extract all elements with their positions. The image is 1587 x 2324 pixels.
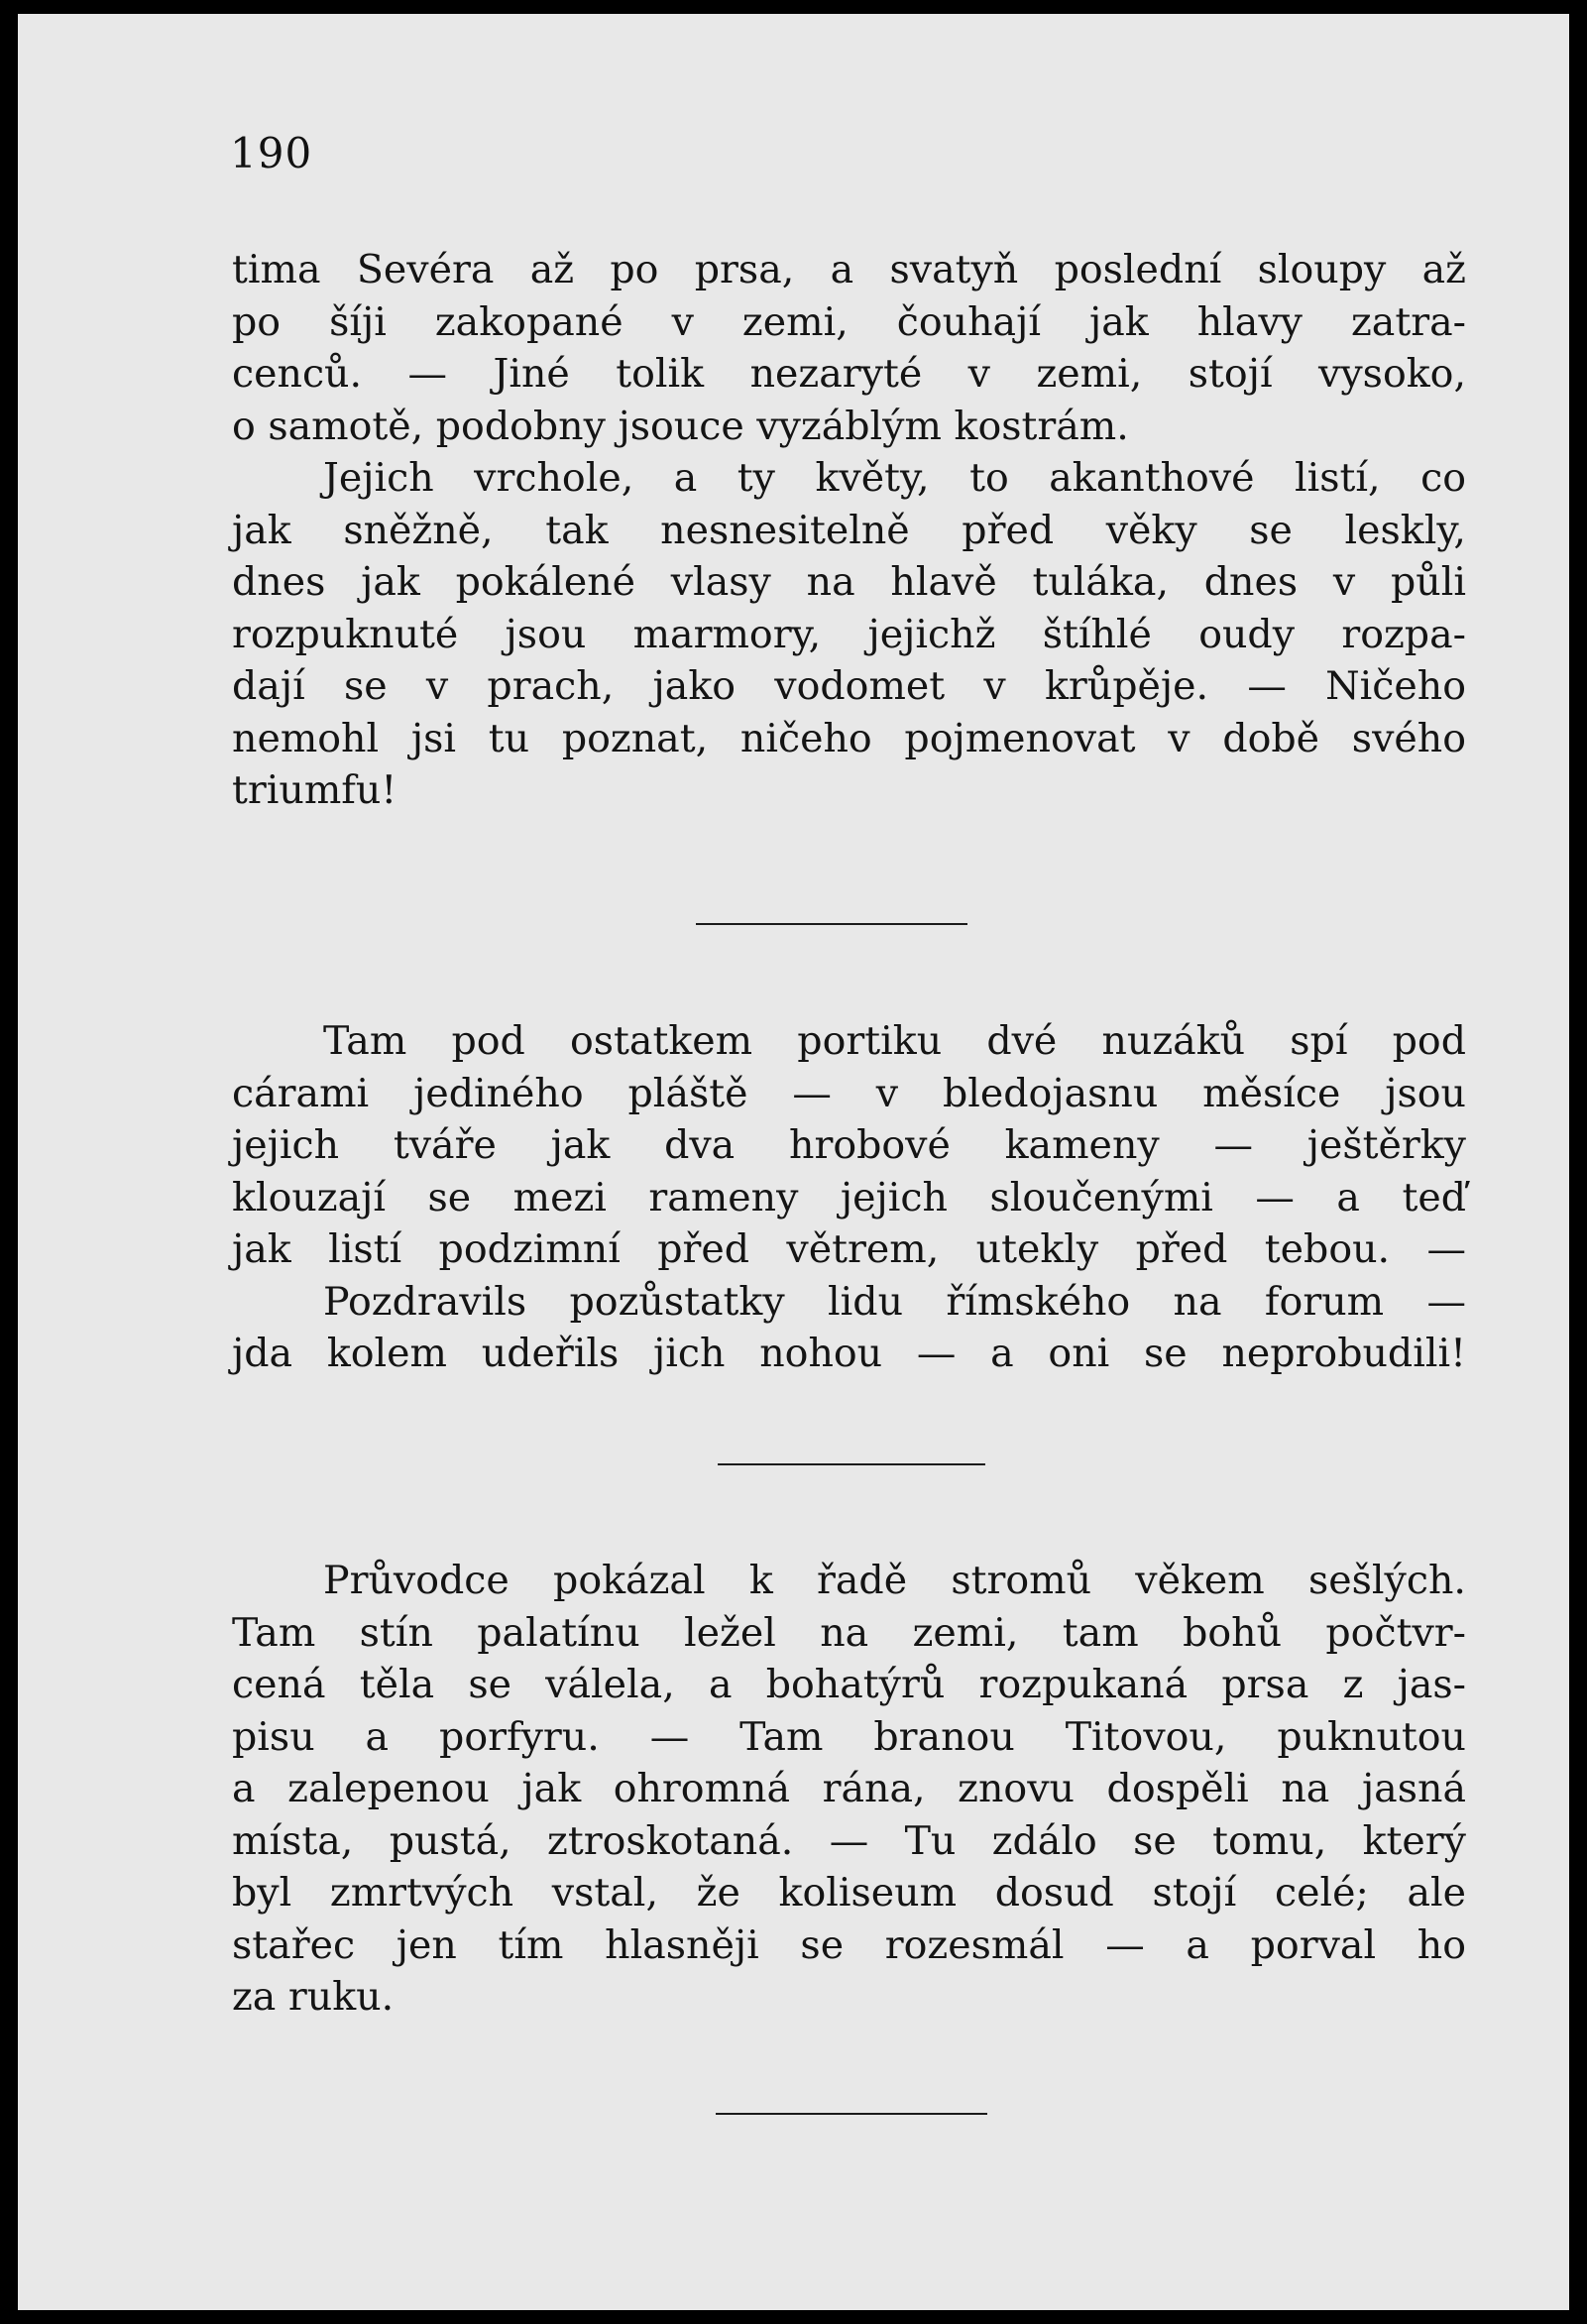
paragraph-1 <box>232 244 1466 817</box>
page-number: 190 <box>230 129 313 177</box>
section-divider <box>716 2113 987 2115</box>
text-line: cená těla se válela, a bohatýrů rozpukaná prsa z jas- <box>232 1662 1466 1707</box>
text-line: Průvodce pokázal k řadě stromů věkem sešlých. <box>323 1558 1466 1603</box>
text-line: rozpuknuté jsou marmory, jejichž štíhlé oudy rozpa- <box>232 611 1466 657</box>
text-line: nemohl jsi tu poznat, ničeho pojmenovat v době svého <box>232 715 1466 761</box>
text-line: klouzají se mezi rameny jejich sloučenými — a teď <box>232 1174 1466 1220</box>
text-line: cárami jediného pláště — v bledojasnu měsíce jsou <box>232 1070 1466 1116</box>
text-line: stařec jen tím hlasněji se rozesmál — a porval ho <box>232 1921 1466 1968</box>
text-line: Tam stín palatínu ležel na zemi, tam bohů počtvr- <box>232 1609 1466 1656</box>
text-line: tima Sevéra až po prsa, a svatyň poslední sloupy až <box>232 247 1466 292</box>
text-line: jak sněžně, tak nesnesitelně před věky se leskly, <box>232 507 1466 553</box>
text-line: cenců. — Jiné tolik nezaryté v zemi, stojí vysoko, <box>232 351 1466 397</box>
text-line: dají se v prach, jako vodomet v krůpěje. — Ničeho <box>232 663 1466 709</box>
book-page <box>18 14 1569 2310</box>
text-line: jda kolem udeřils jich nohou — a oni se neprobudili! <box>232 1331 1466 1376</box>
text-line: Jejich vrchole, a ty květy, to akanthové listí, co <box>323 455 1466 501</box>
section-divider <box>696 923 967 925</box>
paragraph-2 <box>232 1015 1466 1380</box>
text-line: a zalepenou jak ohromná rána, znovu dospěli na jasná <box>232 1766 1466 1811</box>
text-line: za ruku. <box>232 1974 395 2020</box>
text-line: místa, pustá, ztroskotaná. — Tu zdálo se tomu, který <box>232 1817 1466 1864</box>
text-line: triumfu! <box>232 767 397 813</box>
text-line: po šíji zakopané v zemi, čouhají jak hlavy zatra- <box>232 298 1466 345</box>
text-line: dnes jak pokálené vlasy na hlavě tuláka, dnes v půli <box>232 559 1466 605</box>
text-line: byl zmrtvých vstal, že koliseum dosud stojí celé; ale <box>232 1870 1466 1916</box>
text-line: pisu a porfyru. — Tam branou Titovou, puknutou <box>232 1713 1466 1760</box>
text-line: jak listí podzimní před větrem, utekly před tebou. — <box>232 1226 1466 1272</box>
text-line: o samotě, podobny jsouce vyzáblým kostrám. <box>232 403 1129 449</box>
text-line: jejich tváře jak dva hrobové kameny — ještěrky <box>232 1122 1466 1168</box>
section-divider <box>718 1463 985 1465</box>
paragraph-3 <box>232 1555 1466 2024</box>
text-line: Pozdravils pozůstatky lidu římského na forum — <box>323 1278 1466 1325</box>
text-line: Tam pod ostatkem portiku dvé nuzáků spí pod <box>323 1018 1466 1064</box>
